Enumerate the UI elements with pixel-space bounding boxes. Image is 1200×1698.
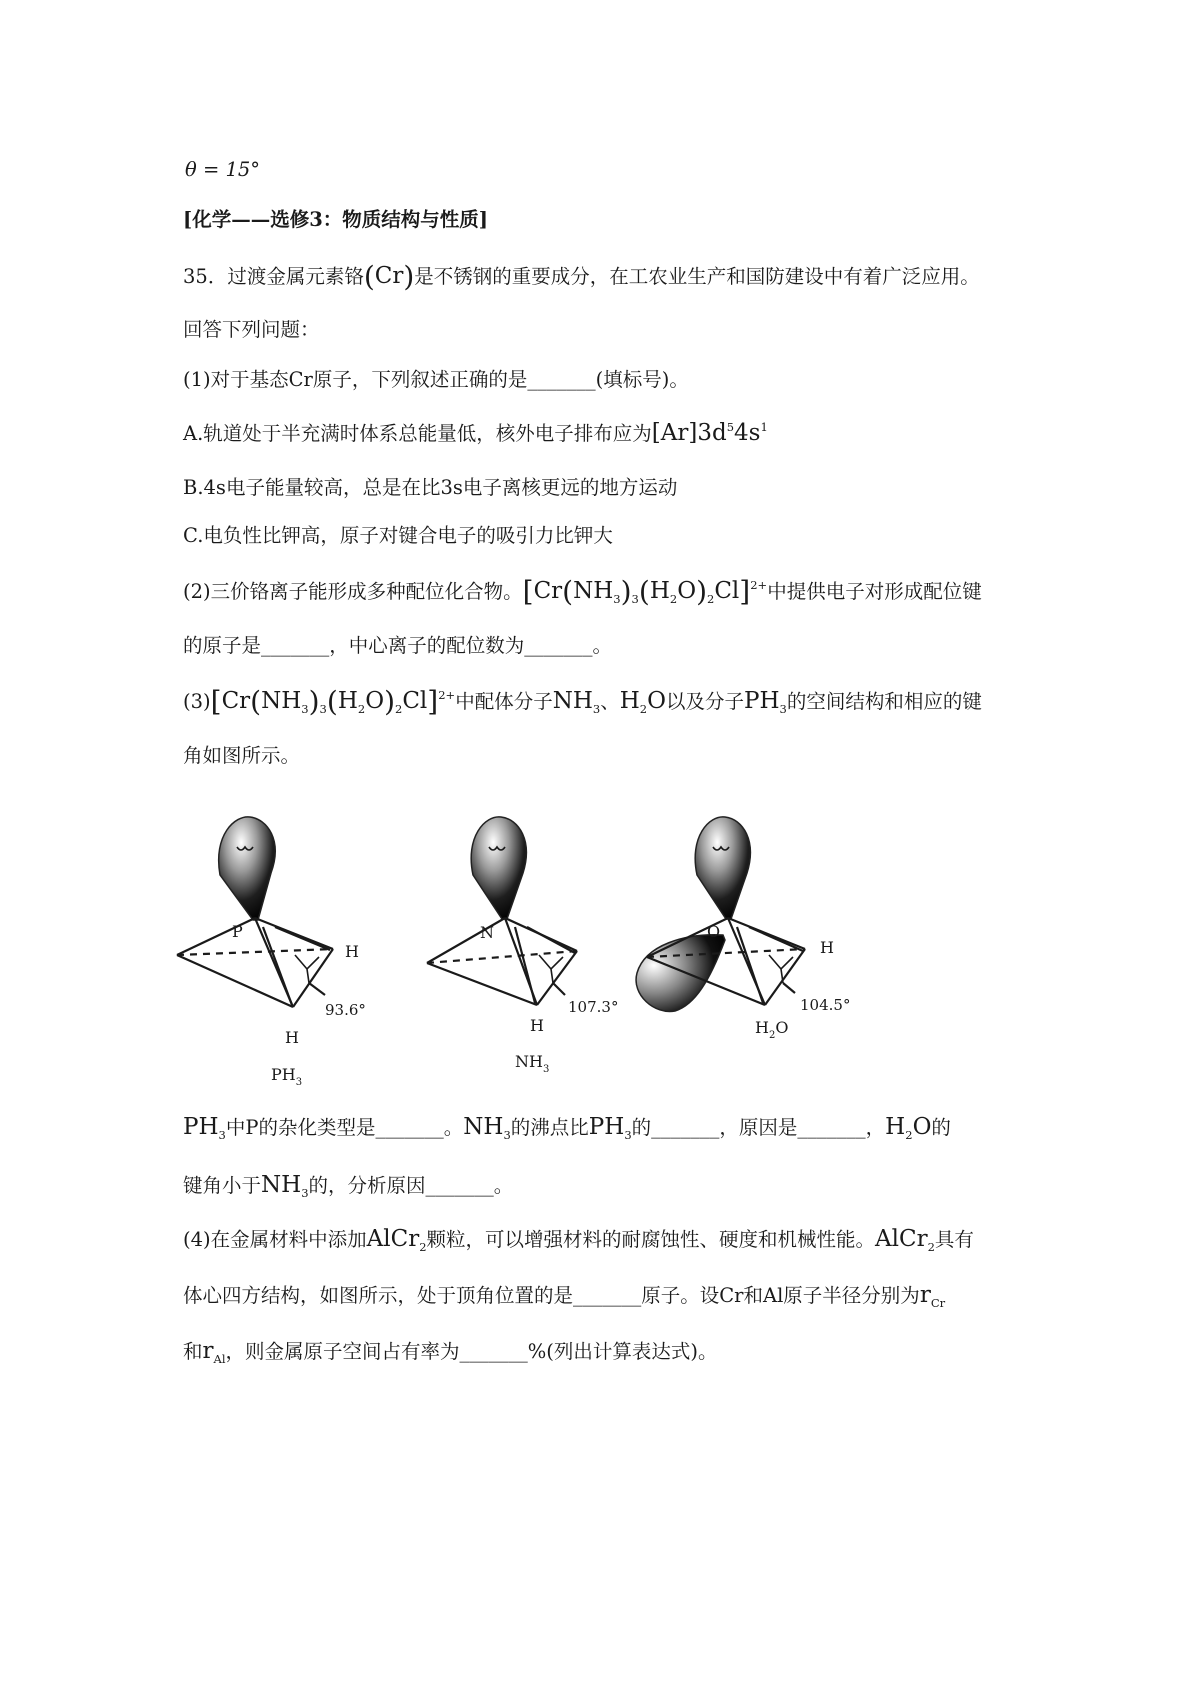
complex-formula: $[Cr(NH_3)_3(H_2O)_2Cl]^{2+}$ bbox=[210, 685, 456, 718]
lone-pair-lobe bbox=[219, 817, 276, 920]
h2o-center-atom: O bbox=[707, 922, 721, 941]
question-4-line1: (4)在金属材料中添加AlCr$_2$颗粒，可以增强材料的耐腐蚀性、硬度和机械性能。AlCr$_2$具有 bbox=[183, 1226, 974, 1254]
lone-pair-lobe bbox=[471, 817, 526, 919]
question-3-line2: 角如图所示。 bbox=[183, 744, 301, 767]
option-a: A.轨道处于半充满时体系总能量低，核外电子排布应为$[Ar]3d^54s^1$ bbox=[183, 420, 768, 446]
h2o-h-right: H bbox=[820, 938, 834, 957]
nh3-structure bbox=[427, 817, 577, 1005]
h2o-label: $H_2O$ bbox=[755, 1018, 789, 1041]
q35-stem-line1: 35．过渡金属元素铬(Cr)是不锈钢的重要成分，在工农业生产和国防建设中有着广泛应用。 bbox=[183, 260, 980, 293]
lone-pair-lobe bbox=[636, 935, 725, 1012]
question-4-line2: 体心四方结构，如图所示，处于顶角位置的是_______原子。设Cr和Al原子半径分别为$r_{Cr}$ bbox=[183, 1282, 946, 1310]
after-figure-line1: $PH_3$中P的杂化类型是_______。$NH_3$的沸点比$PH_3$的_______，原因是_______，$H_2O$的 bbox=[183, 1114, 951, 1142]
h2o-structure bbox=[636, 817, 805, 1012]
after-figure-line2: 键角小于$NH_3$的，分析原因_______。 bbox=[183, 1172, 514, 1200]
ph3-center-atom: P bbox=[232, 922, 243, 941]
question-2-line1: (2)三价铬离子能形成多种配位化合物。$[Cr(NH_3)_3(H_2O)_2Cl]^{2+}$中提供电子对形成配位键 bbox=[183, 575, 982, 608]
theta-line: θ = 15° bbox=[185, 158, 261, 181]
question-3-line1: $(3)[Cr(NH_3)_3(H_2O)_2Cl]^{2+}$中配体分子$NH_3$、$H_2O$以及分子$PH_3$的空间结构和相应的键 bbox=[183, 685, 982, 718]
option-b: B.4s电子能量较高，总是在比3s电子离核更远的地方运动 bbox=[183, 476, 678, 499]
h2o-angle: 104.5° bbox=[800, 996, 851, 1014]
question-2-line2: 的原子是_______，中心离子的配位数为_______。 bbox=[183, 634, 613, 657]
ph3-h-right: H bbox=[345, 942, 359, 961]
nh3-angle: 107.3° bbox=[568, 998, 619, 1016]
question-1: (1)对于基态Cr原子，下列叙述正确的是_______(填标号)。 bbox=[183, 368, 689, 391]
ph3-h-bottom: H bbox=[285, 1028, 299, 1047]
ph3-structure bbox=[177, 817, 333, 1007]
section-title: [化学——选修3：物质结构与性质] bbox=[183, 208, 489, 231]
molecule-structures-figure bbox=[175, 815, 945, 1095]
nh3-center-atom: N bbox=[480, 923, 494, 942]
complex-formula: $[Cr(NH_3)_3(H_2O)_2Cl]^{2+}$ bbox=[522, 575, 768, 608]
ph3-angle: 93.6° bbox=[325, 1001, 366, 1019]
q35-stem-line2: 回答下列问题： bbox=[183, 318, 320, 341]
nh3-h-bottom: H bbox=[530, 1016, 544, 1035]
ph3-label: $PH_3$ bbox=[271, 1065, 303, 1088]
question-4-line3: 和$r_{Al}$，则金属原子空间占有率为_______%(列出计算表达式)。 bbox=[183, 1338, 718, 1366]
option-c: C.电负性比钾高，原子对键合电子的吸引力比钾大 bbox=[183, 524, 613, 547]
nh3-label: $NH_3$ bbox=[515, 1052, 550, 1075]
lone-pair-lobe bbox=[695, 817, 750, 919]
